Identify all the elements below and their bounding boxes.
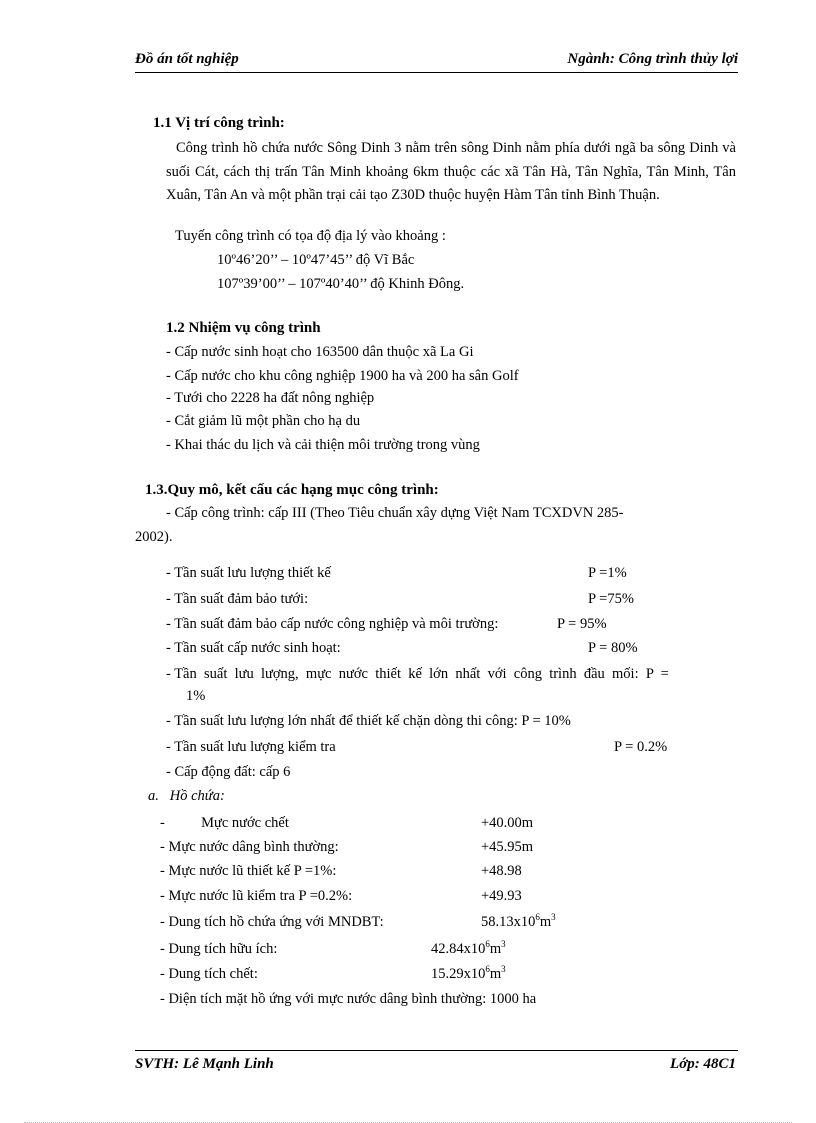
volume-total-label: - Dung tích hồ chứa ứng với MNDBT:: [160, 914, 384, 930]
task-item: - Khai thác du lịch và cải thiện môi trường trong vùng: [166, 437, 480, 453]
section-1-3-title: 1.3.Quy mô, kết cấu các hạng mục công trình:: [145, 482, 439, 498]
reservoir-label: - Mực nước lũ thiết kế P =1%:: [160, 863, 337, 879]
section-1-1-title: 1.1 Vị trí công trình:: [153, 115, 285, 131]
volume-dead-label: - Dung tích chết:: [160, 966, 258, 982]
freq-max-line-2: 1%: [186, 688, 206, 704]
volume-useful-label: - Dung tích hữu ích:: [160, 941, 278, 957]
coord-intro: Tuyến công trình có tọa độ địa lý vào khoảng :: [175, 228, 446, 244]
reservoir-value: +49.93: [481, 888, 522, 904]
freq-label: - Tần suất đảm bảo cấp nước công nghiệp và môi trường:: [166, 616, 499, 632]
footer-rule: [135, 1050, 738, 1051]
seismic-grade: - Cấp động đất: cấp 6: [166, 764, 291, 780]
freq-check-value: P = 0.2%: [614, 739, 668, 755]
reservoir-value: +48.98: [481, 863, 522, 879]
freq-label: - Tần suất đảm bảo tưới:: [166, 591, 309, 607]
coord-longitude: 107º39’00’’ – 107º40’40’’ độ Khinh Đông.: [217, 276, 465, 292]
section-1-1-paragraph: Công trình hồ chứa nước Sông Dinh 3 nằm trên sông Dinh nằm phía dưới ngã ba sông Dinh và suối Cát, cách thị trấn Tân Minh khoảng 6km thuộc các xã Tân Hà, Tân Nghĩa, Tân Minh, Tân Xuân, Tân An và một phần trại cải tạo Z30D thuộc huyện Hàm Tân tỉnh Bình Thuận.: [166, 140, 736, 203]
footer-left: SVTH: Lê Mạnh Linh: [135, 1056, 274, 1072]
freq-value: P = 95%: [557, 616, 607, 632]
reservoir-label: - Mực nước lũ kiểm tra P =0.2%:: [160, 888, 353, 904]
header-rule: [135, 72, 738, 73]
coord-latitude: 10º46’20’’ – 10º47’45’’ độ Vĩ Bắc: [217, 252, 415, 268]
reservoir-value: +45.95m: [481, 839, 534, 855]
task-item: - Tưới cho 2228 ha đất nông nghiệp: [166, 390, 375, 406]
reservoir-title: a. Hồ chứa:: [148, 788, 225, 804]
task-item: - Cắt giảm lũ một phần cho hạ du: [166, 413, 361, 429]
header-right: Ngành: Công trình thủy lợi: [567, 51, 738, 67]
freq-max-line-1: - Tần suất lưu lượng, mực nước thiết kế lớn nhất với công trình đầu mối: P =: [166, 666, 669, 682]
reservoir-label: - Mực nước dâng bình thường:: [160, 839, 339, 855]
freq-diversion: - Tần suất lưu lượng lớn nhất để thiết kế chặn dòng thi công: P = 10%: [166, 713, 571, 729]
volume-dead-value: $15.29x10^6m^3$: [431, 964, 506, 982]
freq-check-label: - Tần suất lưu lượng kiểm tra: [166, 739, 336, 755]
task-item: - Cấp nước cho khu công nghiệp 1900 ha và 200 ha sân Golf: [166, 368, 519, 384]
reservoir-label: - Mực nước chết: [160, 815, 289, 831]
volume-total-value: $58.13x10^6m^3$: [481, 912, 556, 930]
header-left: Đồ án tốt nghiệp: [135, 51, 239, 67]
freq-label: - Tần suất cấp nước sinh hoạt:: [166, 640, 341, 656]
footer-right: Lớp: 48C1: [670, 1056, 736, 1072]
grade-line-1: - Cấp công trình: cấp III (Theo Tiêu chuẩn xây dựng Việt Nam TCXDVN 285-: [166, 505, 624, 521]
grade-line-2: 2002).: [135, 529, 173, 545]
freq-label: - Tần suất lưu lượng thiết kế: [166, 565, 331, 581]
volume-useful-value: $42.84x10^6m^3$: [431, 939, 506, 957]
freq-value: P =75%: [588, 591, 634, 607]
section-1-2-title: 1.2 Nhiệm vụ công trình: [166, 320, 321, 336]
reservoir-value: +40.00m: [481, 815, 534, 831]
freq-value: P =1%: [588, 565, 627, 581]
reservoir-area: - Diện tích mặt hồ ứng với mực nước dâng bình thường: 1000 ha: [160, 991, 537, 1007]
freq-value: P = 80%: [588, 640, 638, 656]
task-item: - Cấp nước sinh hoạt cho 163500 dân thuộc xã La Gi: [166, 344, 474, 360]
